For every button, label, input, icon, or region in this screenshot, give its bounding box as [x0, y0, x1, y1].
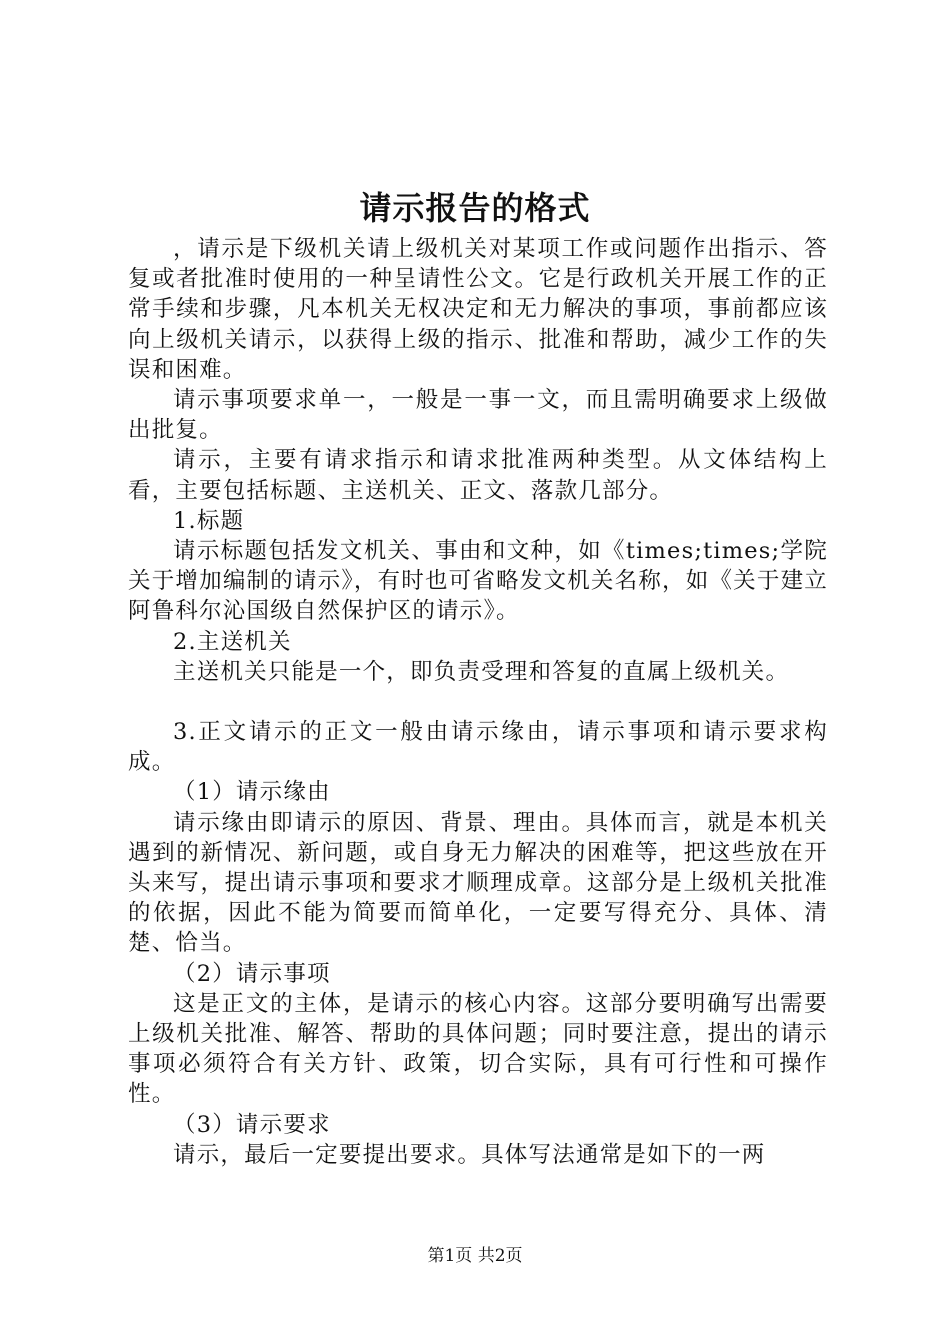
paragraph-matters-desc: 这是正文的主体，是请示的核心内容。这部分要明确写出需要上级机关批准、解答、帮助的具体问题；同时要注意，提出的请示事项必须符合有关方针、政策，切合实际，具有可行性和可操作性。 — [128, 990, 828, 1108]
heading-recipient-section: 2.主送机关 — [173, 628, 292, 655]
paragraph-types: 请示，主要有请求指示和请求批准两种类型。从文体结构上看，主要包括标题、主送机关、正文、落款几部分。 — [128, 447, 828, 504]
document-title: 请示报告的格式 — [359, 189, 591, 227]
paragraph-recipient-desc: 主送机关只能是一个，即负责受理和答复的直属上级机关。 — [173, 658, 790, 685]
paragraph-title-desc: 请示标题包括发文机关、事由和文种，如《times;times;学院关于增加编制的请示》，有时也可省略发文机关名称，如《关于建立阿鲁科尔沁国级自然保护区的请示》。 — [128, 538, 828, 625]
document-body — [128, 234, 828, 1170]
heading-matters: （2）请示事项 — [173, 960, 331, 987]
paragraph-single-matter: 请示事项要求单一，一般是一事一文，而且需明确要求上级做出批复。 — [128, 387, 828, 444]
paragraph-requirements-desc: 请示，最后一定要提出要求。具体写法通常是如下的一两 — [173, 1141, 766, 1168]
heading-main-text-section: 3.正文请示的正文一般由请示缘由，请示事项和请示要求构成。 — [128, 719, 828, 776]
paragraph-reason-desc: 请示缘由即请示的原因、背景、理由。具体而言，就是本机关遇到的新情况、新问题，或自身无力解决的困难等，把这些放在开头来写，提出请示事项和要求才顺理成章。这部分是上级机关批准的依据，因此不能为简要而简单化，一定要写得充分、具体、清楚、恰当。 — [128, 809, 828, 957]
page-footer: 第1页 共2页 — [427, 1246, 523, 1266]
heading-title-section: 1.标题 — [173, 507, 245, 534]
heading-reason: （1）请示缘由 — [173, 779, 331, 806]
paragraph-intro: ，请示是下级机关请上级机关对某项工作或问题作出指示、答复或者批准时使用的一种呈请性公文。它是行政机关开展工作的正常手续和步骤，凡本机关无权决定和无力解决的事项，事前都应该向上级机关请示，以获得上级的指示、批准和帮助，减少工作的失误和困难。 — [128, 236, 828, 383]
heading-requirements: （3）请示要求 — [173, 1111, 331, 1138]
